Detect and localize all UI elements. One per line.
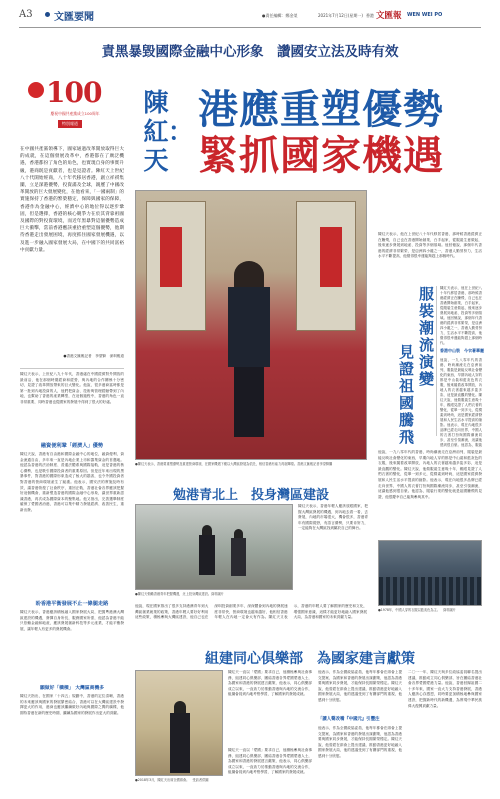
crowd-figure-row bbox=[379, 577, 482, 606]
left-subheading-2: 盼香港平衡發展不止一條腿走路 bbox=[35, 601, 109, 607]
person-figure bbox=[174, 701, 186, 713]
person-name-char: 天 bbox=[143, 146, 169, 175]
middle-photo-caption: ●陳紅天勉勵香港青年把握機遇，北上投身灣區建設。資料圖片 bbox=[135, 592, 224, 596]
vertical-heading-1: 服裝潮流演變 bbox=[417, 286, 435, 388]
bottom-body-3: 二〇一一年，陳紅天與多位政協委員聯名提出建議，推動成立同心俱樂部，旨在團結香港社會各界愛國愛港力量。他說，香港回歸祖國二十多年來，國家一直大力支持香港發展，香港人應該心存感恩，同時要更加積極地參與國家建設，把握新時代的新機遇，為實現中華民族偉大復興貢獻力量。 bbox=[408, 670, 482, 708]
right-subheading-1: 香港中山裝 今衣著華麗 bbox=[440, 348, 484, 353]
middle-heading: 勉港青北上 投身灣區建設 bbox=[172, 488, 329, 503]
bottom-body-2: 他表示，作為全國政協委員，他每年都會在兩會上提交提案，為國家和香港的發展出謀劃策，他認為香港要與國家同步發展，才能保持長期繁榮穩定。陳紅天說，他曾經在兩會上提出建議，推動香港更好地融入國家發展大局，他的建議受到了有關部門的重視，他感到十分欣慰。 bbox=[318, 670, 402, 702]
person-figure bbox=[199, 535, 215, 575]
bottom-heading: 組建同心俱樂部 為國家建言獻策 bbox=[205, 651, 415, 667]
left-subheading-1: 融資便利鞏「經濟人」優勢 bbox=[40, 443, 104, 449]
main-photo bbox=[135, 190, 367, 460]
left-body-1: 陳紅天表示，上世紀八九十年代，香港處在中國經濟對外開放的最前沿，他在那個時期經商和經營，與內地的合作關係十分密切，見證了改革開放帶來的巨大變化。他說，很多港商當時都是第一批到內地投資的人，他們把資金、技術與管理經驗帶到了內地，也幫助了香港的產業轉型，在這個過程中，香港的角色一直非常重要，同時香港也從國家的發展中得到了很大的好處。 bbox=[20, 372, 124, 404]
main-headline: 責黑暴毀國際金融中心形象 讚國安立法及時有效 bbox=[101, 44, 399, 60]
crowd-photo-caption: ●1978年，中國人穿的衣服以藍灰色為主。 資料圖片 bbox=[378, 608, 456, 612]
section-mark bbox=[45, 12, 50, 17]
person-figure bbox=[234, 367, 264, 437]
editor-credit: ●責任編輯：鄭金榮 bbox=[262, 13, 298, 18]
left-body-4: 陳紅天指出，在國家「十四五」規劃中，香港的定位清晰，香港的未來應該與國家的發展緊密結合，香港可以在大灣區建設中發揮更大的作用，港商也應該繼續做好內地與國際之間的橋樑，他期待香港在新的歷史時期，繼續為國家的發展作出更大的貢獻。 bbox=[20, 694, 124, 715]
person-figure bbox=[234, 529, 243, 538]
issue-date: 2021年7月12日(星期一) bbox=[318, 13, 363, 18]
bottom-photo bbox=[135, 670, 223, 776]
anniversary-caption: 慶祝中國共產黨成立100周年 bbox=[50, 111, 100, 116]
intro-byline: ●香港文匯報記者 李望賢 深圳報道 bbox=[63, 354, 124, 358]
brand-prefix: 香港 bbox=[366, 13, 374, 18]
person-figure bbox=[170, 713, 190, 773]
middle-body-2: 他說，現在國家推出了很多支持港澳青年到大灣區創業就業的政策，香港年輕人要好好利用這些政策，積極參與大灣區建設，他自己也在深圳投資創業多年，深深體會到內地的發展速度非常快，營商環境也越來越好，他相信香港年輕人在內地一定會大有作為。陳紅天又表示，香港的年輕人要了解國家的歷史和文化，增強國家意識，這樣才能更好地融入國家發展大局，為香港和國家的未來貢獻力量。 bbox=[135, 604, 367, 620]
header-divider bbox=[19, 27, 481, 28]
headline-bottom: 緊抓國家機遇 bbox=[198, 132, 444, 179]
flag-shape bbox=[320, 227, 342, 287]
vertical-heading-2: 見證祖國騰飛 bbox=[397, 344, 415, 446]
right-body-1b: 陳紅天表示，他在上世紀八十年代移居香港，那時候香港經濟正在騰飛，自己也在香港開始創業，白手起家，從服裝生意做起，後來逐步發展到地產、投資等多個領域。他回憶說，那個年代香港的經濟非常繁榮，是亞洲四小龍之一，香港人勤勞努力，生活水平不斷提高，他覺得很幸運能夠趕上那個時代。 bbox=[440, 286, 482, 345]
middle-body-1: 陳紅天表示，香港年輕人應該放眼國家，把握大灣區發展的機遇，到內地去看一看，去發展，內地的市場很大，機會很多，香港青年有國際視野，有語言優勢，只要肯努力，一定能夠在大灣區找到屬於自己的舞台。 bbox=[298, 504, 368, 531]
person-colon: ： bbox=[168, 117, 194, 146]
vertical-heading-divider bbox=[436, 286, 437, 436]
left-body-2: 陳紅天說，香港有自由港和國際金融中心的地位，融資便利，資金流通自由，多年來一直是內地企業上市和籌集資金的首選地。他認為香港的法治制度、普通法體系與國際接軌，這是香港的核心優勢，也是吸引國際投資者的重要原因。但是近年來出現的黑暴事件，對香港的國際形象造成了極大的損害，也令外國投資者對香港的營商環境產生了疑慮。他表示，國安法的實施及時有效，讓香港恢復了社會秩序，重回正軌，香港社會各界應該把握好這個機會，重新塑造香港的國際金融中心形象，讓世界重新認識香港，再次成為國際資本的聚集地。他又指出，完善選舉制度確保了愛國者治港，香港可以集中精力發展經濟、改善民生，重新出發。 bbox=[20, 452, 124, 512]
right-body-3: 他說，一九八零年代的香港，時尚潮流走在亞洲前列，服裝是最能反映社會變化的東西，早期內地人穿的都是中山裝和藍灰色的衣服，後來隨着改革開放，內地人的衣著越來越多姿多彩，這是最直觀的變化。陳紅天說，他做服裝生意幾十年，親眼見證了人們衣著的變化，從單一到多元，從樸素到時尚，這是國家經濟發展和人民生活水平提高的縮影。他表示，現在內地很多品牌已經走向世界，中國人的衣著打扮與國際潮流同步，甚至引領潮流，這讓他感到很自豪。他認為，服裝行業的變化就是祖國騰飛的見證，他很慶幸自己能夠參與其中。 bbox=[378, 450, 482, 499]
bottom-subheading: 「讀人聲改嘴『中國元』引豐注 bbox=[318, 717, 380, 722]
left-subheading-3: 願做好「橋樑」 大灣區商機多 bbox=[39, 685, 105, 691]
bottom-photo-caption: ●2018年3月，陳紅天出席全國兩會。 受訪者供圖 bbox=[135, 778, 209, 782]
bottom-body-2b: 他表示，作為全國政協委員，他每年都會在兩會上提交提案，為國家和香港的發展出謀劃策，他認為香港要與國家同步發展，才能保持長期繁榮穩定。陳紅天說，他曾經在兩會上提出建議，推動香港更好地融入國家發展大局，他的建議受到了有關部門的重視，他感到十分欣慰。 bbox=[318, 726, 402, 758]
person-name-char: 陳 bbox=[143, 88, 169, 117]
crowd-photo bbox=[378, 540, 482, 606]
person-figure bbox=[234, 261, 264, 289]
headline-top: 港應重塑優勢 bbox=[198, 86, 444, 133]
left-divider bbox=[20, 368, 124, 369]
bottom-body-1b: 陳紅天一直以「愛國」要求自己，他積極參與社會事務，組建同心俱樂部，團結香港各界愛國愛港人士，為國家和香港的發展建言獻策，他表示，同心俱樂部成立以來，一直致力於推動香港與內地的交流合作，組織會員到內地考察學習，了解國家的發展成就。 bbox=[228, 748, 312, 775]
page-number: A3 bbox=[19, 9, 33, 20]
left-body-3: 陳紅天表示，香港應該積極融入國家發展大局，把握粵港澳大灣區建設的機遇，發揮自身所長，服務國家所需，他認為香港不能只依賴金融和地產，應該發展創新科技等多元產業，才能平衡發展，讓年輕人有更多的發展機會。 bbox=[20, 610, 124, 631]
party-emblem-icon bbox=[28, 82, 44, 98]
person-figure bbox=[228, 287, 270, 367]
bottom-body-1: 陳紅天一直以「愛國」要求自己，他積極參與社會事務，組建同心俱樂部，團結香港各界愛國愛港人士，為國家和香港的發展建言獻策，他表示，同心俱樂部成立以來，一直致力於推動香港與內地的交流合作，組織會員到內地考察學習，了解國家的發展成就。 bbox=[228, 670, 312, 697]
intro-paragraph: 在中國共產黨領導下，國家通過改革開放取得巨大的成就，在這個發展改革中，香港都在了廣泛機遇，香港都扮了角色的角色，也實現自身的事實升級，港商既是貢獻者，也是見證者。陳紅天上世紀八十代開始經商，八十年代移居香港，創立祥祺集團，立足深港優勢，投資滿及全球，親歷了中國改革開放的巨大發展變化，在他看來，「一國兩制」的實施保持了香港的繁榮穩定，保障與國家的保障，香港作為金融中心，經濟中心的地位得以逐步鞏固，但是選擇，香港的核心競爭力在於其背靠祖國及國際的對投資環境，而近年黑暴對這個優勢造成巨大衝擊，當前香港應該重拾重塑這個優勢，他期待香港走出發展困境，再度抓住國家發展機遇，以及進一步融入國家發展大局，在中國下的共同富裕中貢獻力量。 bbox=[20, 147, 124, 253]
brand-logo: 文匯報 bbox=[376, 11, 402, 21]
person-name-char: 紅 bbox=[143, 117, 169, 146]
brand-english: WEN WEI PO bbox=[407, 12, 443, 18]
middle-photo bbox=[135, 504, 293, 590]
page-header bbox=[0, 0, 500, 30]
anniversary-number: 100 bbox=[46, 76, 102, 109]
person-figure bbox=[202, 525, 212, 535]
person-figure bbox=[231, 538, 246, 576]
right-body-1: 陳紅天表示，他在上世紀八十年代移居香港，那時候香港經濟正在騰飛，自己也在香港開始創業，白手起家，從服裝生意做起，後來逐步發展到地產、投資等多個領域。他回憶說，那個年代香港的經濟非常繁榮，是亞洲四小龍之一，香港人勤勞努力，生活水平不斷提高，他覺得很幸運能夠趕上那個時代。 bbox=[378, 232, 482, 259]
right-body-2: 他說，一九八零年代的香港，時尚潮流走在亞洲前列，服裝是最能反映社會變化的東西，早期內地人穿的都是中山裝和藍灰色的衣服，後來隨着改革開放，內地人的衣著越來越多姿多彩，這是最直觀的變化。陳紅天說，他做服裝生意幾十年，親眼見證了人們衣著的變化，從單一到多元，從樸素到時尚，這是國家經濟發展和人民生活水平提高的縮影。他表示，現在內地很多品牌已經走向世界，中國人的衣著打扮與國際潮流同步，甚至引領潮流，這讓他感到很自豪。他認為，服裝 bbox=[440, 358, 482, 447]
flag-shape bbox=[160, 227, 182, 287]
special-report-badge: 特別報道 bbox=[58, 120, 82, 128]
section-title: 文匯要聞 bbox=[54, 12, 94, 23]
anniversary-logo bbox=[28, 78, 118, 132]
main-photo-caption: ●陳紅天表示，香港要重塑優勢及重建營商環境，在國家機遇下應以大灣區發展為依託，相信香港有能力再創輝煌。香港文匯報記者李望賢攝 bbox=[135, 462, 333, 466]
